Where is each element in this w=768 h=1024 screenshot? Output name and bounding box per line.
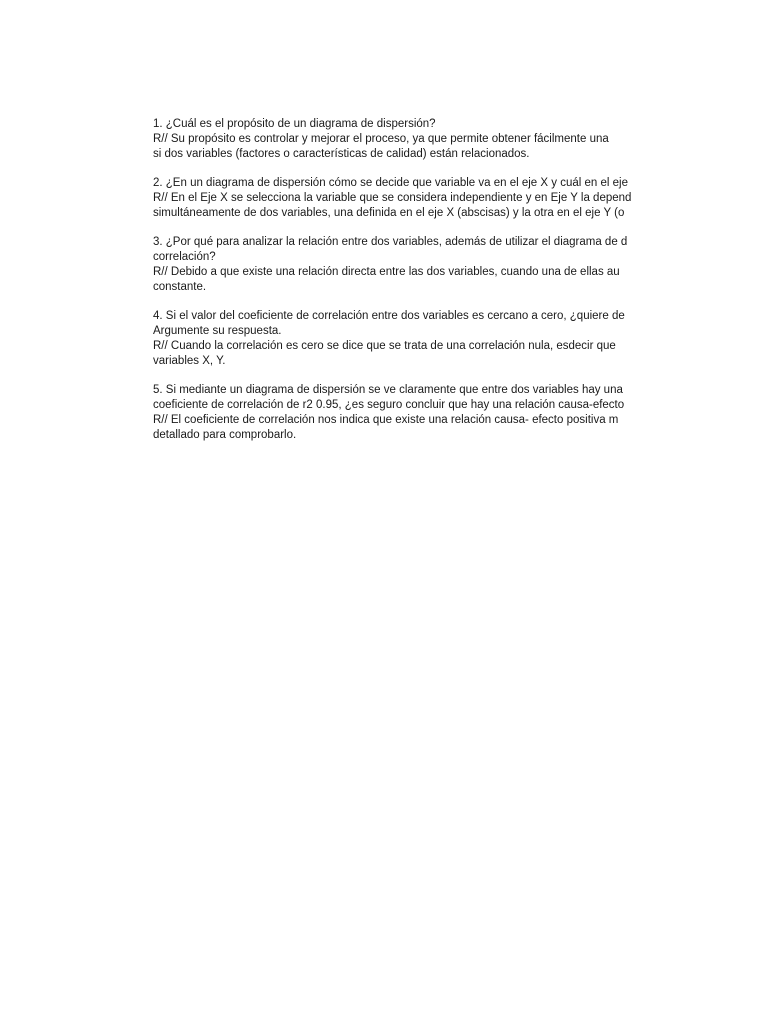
document-body [153,117,660,457]
question-4-text: 4. Si el valor del coeficiente de correlación entre dos variables es cercano a cero, ¿quiere de [153,310,625,322]
answer-4-line-2: variables X, Y. [153,355,226,367]
answer-2-line-1: R// En el Eje X se selecciona la variable que se considera independiente y en Eje Y la depend [153,192,632,204]
question-block-4 [153,309,660,369]
answer-1-line-2: si dos variables (factores o características de calidad) están relacionados. [153,148,530,160]
question-block-1 [153,117,660,162]
question-block-2 [153,176,660,221]
question-5-continued: coeficiente de correlación de r2 0.95, ¿es seguro concluir que hay una relación causa-efecto [153,399,625,411]
answer-3-line-2: constante. [153,281,207,293]
answer-2-line-2: simultáneamente de dos variables, una definida en el eje X (abscisas) y la otra en el eje Y (o [153,207,625,219]
answer-5-line-1: R// El coeficiente de correlación nos indica que existe una relación causa- efecto positiva m [153,414,619,426]
question-block-5 [153,383,660,443]
question-2-text: 2. ¿En un diagrama de dispersión cómo se decide que variable va en el eje X y cuál en el eje [153,177,628,189]
question-5-text: 5. Si mediante un diagrama de dispersión se ve claramente que entre dos variables hay una [153,384,623,396]
question-block-3 [153,235,660,295]
answer-5-line-2: detallado para comprobarlo. [153,429,297,441]
question-1-text: 1. ¿Cuál es el propósito de un diagrama de dispersión? [153,118,436,130]
question-3-continued: correlación? [153,251,216,263]
answer-4-line-1: R// Cuando la correlación es cero se dice que se trata de una correlación nula, esdecir que [153,340,616,352]
question-3-text: 3. ¿Por qué para analizar la relación entre dos variables, además de utilizar el diagrama de d [153,236,628,248]
answer-3-line-1: R// Debido a que existe una relación directa entre las dos variables, cuando una de ellas au [153,266,620,278]
answer-1-line-1: R// Su propósito es controlar y mejorar el proceso, ya que permite obtener fácilmente una [153,133,609,145]
question-4-continued: Argumente su respuesta. [153,325,282,337]
